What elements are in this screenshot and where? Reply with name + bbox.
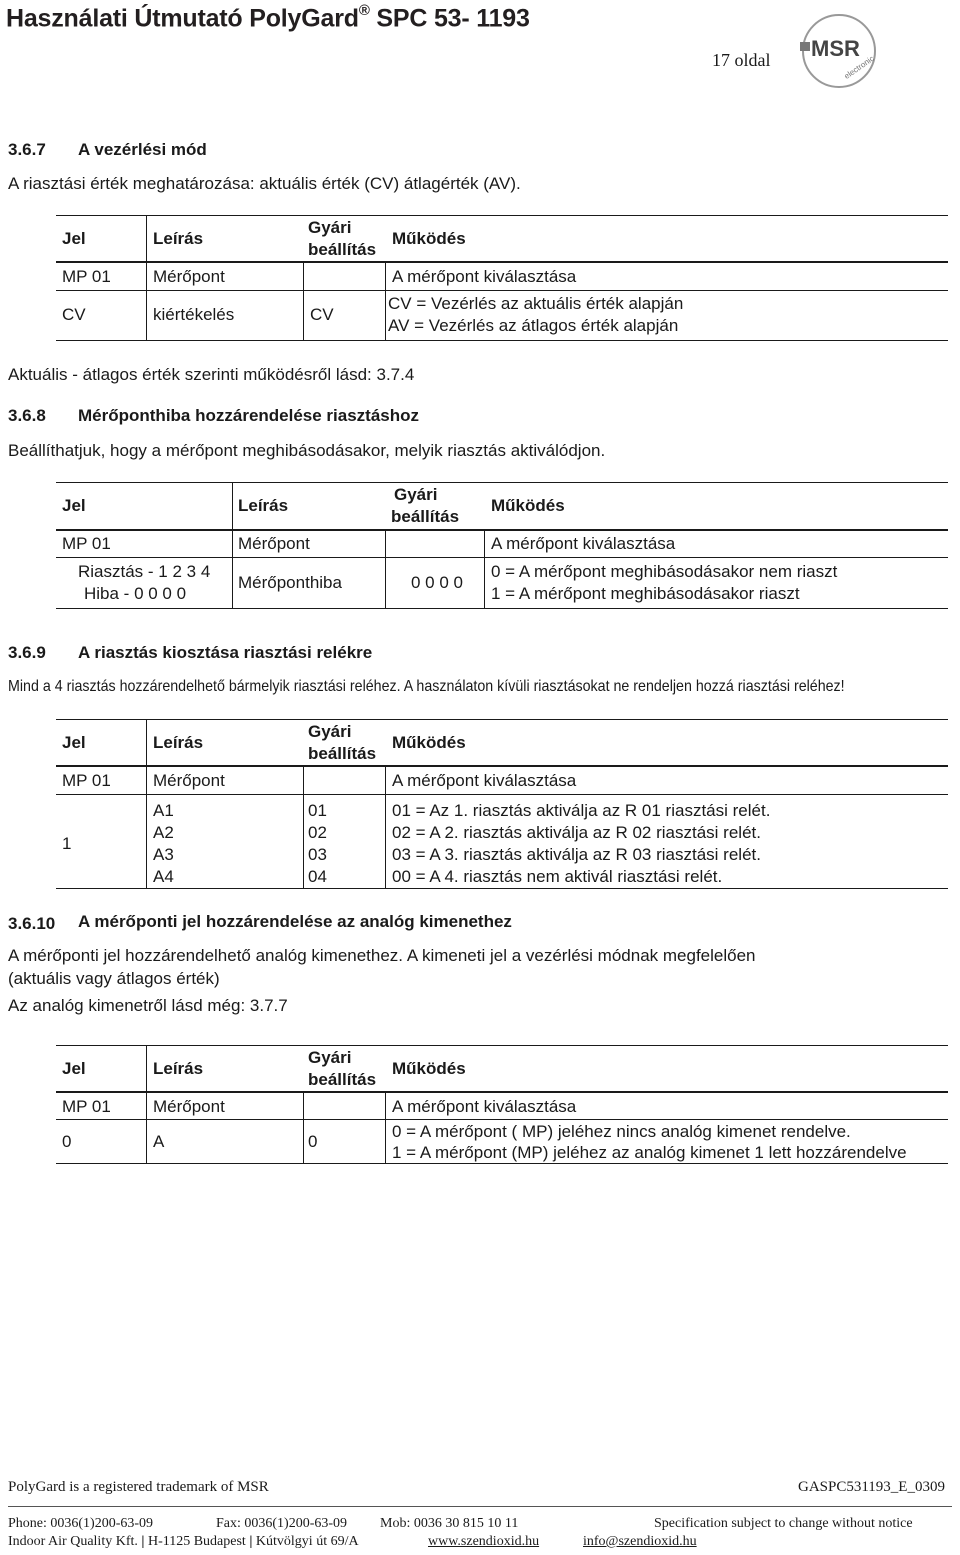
table-cell: 1	[62, 834, 72, 853]
col-header-leiras: Leírás	[153, 733, 204, 752]
email-link[interactable]: info@szendioxid.hu	[583, 1534, 697, 1549]
table-cell: Riasztás - 1 2 3 4	[78, 562, 211, 581]
section-note: Aktuális - átlagos érték szerinti működésről lásd: 3.7.4	[8, 365, 415, 384]
col-header-mukodes: Működés	[392, 1059, 466, 1078]
col-header-gyari: Gyári	[308, 722, 352, 741]
section-heading: Mérőponthiba hozzárendelése riasztáshoz	[78, 406, 420, 425]
section-note: Az analóg kimenetről lásd még: 3.7.7	[8, 996, 288, 1015]
table-cell: Mérőpont	[153, 267, 225, 286]
section-intro: Beállíthatjuk, hogy a mérőpont meghibásodásakor, melyik riasztás aktiválódjon.	[8, 441, 606, 460]
footer-phone: Phone: 0036(1)200-63-09	[8, 1516, 154, 1531]
col-header-gyari: Gyári	[308, 218, 352, 237]
trademark-note: PolyGard is a registered trademark of MSR	[8, 1479, 269, 1495]
table-cell: A	[153, 1132, 165, 1151]
table-cell: 00 = A 4. riasztás nem aktivál riasztási relét.	[392, 867, 723, 886]
table-cell: 0 0 0 0	[411, 573, 463, 592]
table-cell: 0 = A mérőpont meghibásodásakor nem riaszt	[491, 562, 838, 581]
table-cell: A mérőpont kiválasztása	[491, 534, 676, 553]
col-header-beallitas: beállítás	[308, 240, 377, 259]
table-cell: 01	[308, 801, 327, 820]
footer-spec-note: Specification subject to change without notice	[654, 1516, 913, 1531]
table-cell: A1	[153, 801, 174, 820]
table-cell: 03 = A 3. riasztás aktiválja az R 03 riasztási relét.	[392, 845, 761, 864]
col-header-beallitas: beállítás	[391, 507, 460, 526]
table-cell: A2	[153, 823, 174, 842]
table-cell: 01 = Az 1. riasztás aktiválja az R 01 riasztási relét.	[392, 801, 771, 820]
table-cell: A4	[153, 867, 174, 886]
table-cell: MP 01	[62, 267, 111, 286]
footer-mobile: Mob: 0036 30 815 10 11	[380, 1516, 519, 1531]
msr-logo	[800, 12, 878, 90]
document-title: Használati Útmutató PolyGard® SPC 53- 1193	[6, 2, 530, 33]
footer-fax: Fax: 0036(1)200-63-09	[216, 1516, 348, 1531]
table-cell: 03	[308, 845, 327, 864]
col-header-leiras: Leírás	[153, 1059, 204, 1078]
col-header-mukodes: Működés	[392, 229, 466, 248]
table-cell: A mérőpont kiválasztása	[392, 267, 577, 286]
table-cell: 0	[308, 1132, 318, 1151]
col-header-jel: Jel	[62, 1059, 86, 1078]
footer-company: Indoor Air Quality Kft. | H-1125 Budapest | Kútvölgyi út 69/A	[8, 1534, 359, 1549]
table-cell: Mérőpont	[153, 1097, 225, 1116]
col-header-beallitas: beállítás	[308, 1070, 377, 1089]
table-cell: AV = Vezérlés az átlagos érték alapján	[388, 316, 679, 335]
col-header-jel: Jel	[62, 229, 86, 248]
website-link[interactable]: www.szendioxid.hu	[428, 1534, 540, 1549]
table-cell: CV	[62, 305, 86, 324]
table-cell: 1 = A mérőpont (MP) jeléhez az analóg kimenet 1 lett hozzárendelve	[392, 1143, 907, 1162]
table-cell: MP 01	[62, 534, 111, 553]
section-heading: A riasztás kiosztása riasztási relékre	[78, 643, 373, 662]
col-header-gyari: Gyári	[394, 485, 438, 504]
table-cell: MP 01	[62, 1097, 111, 1116]
table-cell: CV = Vezérlés az aktuális érték alapján	[388, 294, 684, 313]
table-cell: 04	[308, 867, 327, 886]
registered-mark: ®	[358, 2, 370, 19]
table-cell: CV	[310, 305, 334, 324]
table-cell: Mérőpont	[238, 534, 310, 553]
table-cell: Mérőpont	[153, 771, 225, 790]
col-header-beallitas: beállítás	[308, 744, 377, 763]
table-cell: Mérőponthiba	[238, 573, 342, 592]
section-intro: Mind a 4 riasztás hozzárendelhető bármelyik riasztási reléhez. A használaton kívüli riasztásokat ne rendeljen hozzá riasztási reléhez!	[8, 678, 845, 695]
table-cell: MP 01	[62, 771, 111, 790]
table-cell: 0	[62, 1132, 72, 1151]
section-intro: A riasztási érték meghatározása: aktuális érték (CV) átlagérték (AV).	[8, 174, 521, 193]
table-cell: 02 = A 2. riasztás aktiválja az R 02 riasztási relét.	[392, 823, 761, 842]
page-number: 17 oldal	[712, 50, 771, 70]
col-header-gyari: Gyári	[308, 1048, 352, 1067]
table-cell: kiértékelés	[153, 305, 235, 324]
section-heading: A vezérlési mód	[78, 140, 207, 159]
table-cell: 1 = A mérőpont meghibásodásakor riaszt	[491, 584, 800, 603]
table-cell: 02	[308, 823, 327, 842]
col-header-jel: Jel	[62, 733, 86, 752]
col-header-leiras: Leírás	[153, 229, 204, 248]
table-cell: A3	[153, 845, 174, 864]
table-cell: 0 = A mérőpont ( MP) jeléhez nincs analóg kimenet rendelve.	[392, 1122, 851, 1141]
section-number: 3.6.10	[8, 914, 56, 933]
section-number: 3.6.8	[8, 406, 46, 425]
section-number: 3.6.9	[8, 643, 46, 662]
svg-text:electronic: electronic	[842, 53, 876, 81]
section-intro: A mérőponti jel hozzárendelhető analóg kimenethez. A kimeneti jel a vezérlési módnak megfelelően	[8, 946, 756, 965]
document-id: GASPC531193_E_0309	[798, 1479, 945, 1495]
col-header-jel: Jel	[62, 496, 86, 515]
section-heading: A mérőponti jel hozzárendelése az analóg kimenethez	[78, 912, 512, 931]
section-intro: (aktuális vagy átlagos érték)	[8, 969, 220, 988]
svg-text:MSR: MSR	[811, 36, 860, 61]
col-header-leiras: Leírás	[238, 496, 289, 515]
col-header-mukodes: Működés	[491, 496, 565, 515]
col-header-mukodes: Működés	[392, 733, 466, 752]
section-number: 3.6.7	[8, 140, 46, 159]
table-cell: Hiba - 0 0 0 0	[84, 584, 187, 603]
table-cell: A mérőpont kiválasztása	[392, 771, 577, 790]
table-cell: A mérőpont kiválasztása	[392, 1097, 577, 1116]
